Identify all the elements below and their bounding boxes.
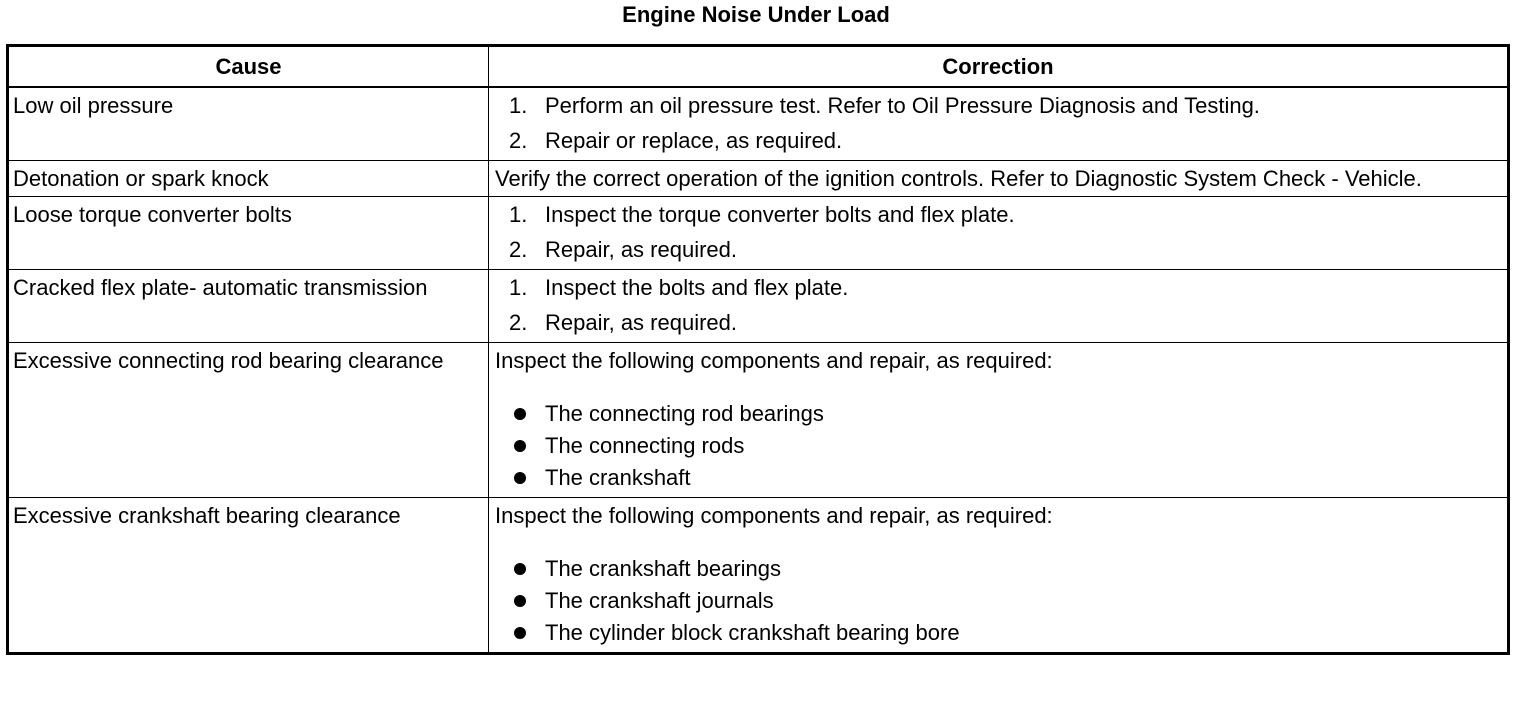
list-item — [495, 430, 1503, 462]
table-row — [8, 498, 1509, 654]
cause-cell: Loose torque converter bolts — [8, 197, 489, 270]
diagnosis-table — [6, 44, 1510, 655]
step-text: Repair or replace, as required. — [545, 128, 843, 153]
step-number: 1. — [509, 202, 528, 227]
correction-intro: Inspect the following components and repair, as required: — [495, 503, 1053, 528]
bullet-icon — [514, 408, 526, 420]
cause-column-header: Cause — [8, 46, 489, 88]
step-text: Inspect the bolts and flex plate. — [545, 275, 849, 300]
step-number: 2. — [509, 128, 528, 153]
correction-step — [495, 91, 1503, 120]
cause-cell: Cracked flex plate- automatic transmission — [8, 270, 489, 343]
list-item — [495, 398, 1503, 430]
document-title: Engine Noise Under Load — [622, 2, 890, 27]
bullet-icon — [514, 563, 526, 575]
table-header-row — [8, 46, 1509, 88]
step-text: Inspect the torque converter bolts and flex plate. — [545, 202, 1015, 227]
list-item-text: The crankshaft bearings — [545, 556, 782, 581]
step-text: Repair, as required. — [545, 310, 737, 335]
correction-steps — [495, 200, 1503, 266]
step-number: 1. — [509, 93, 528, 118]
correction-step — [495, 124, 1503, 157]
correction-step — [495, 306, 1503, 339]
cause-cell: Excessive crankshaft bearing clearance — [8, 498, 489, 654]
bullet-icon — [514, 472, 526, 484]
correction-cell — [489, 498, 1509, 654]
step-number: 1. — [509, 275, 528, 300]
correction-column-header: Correction — [489, 46, 1509, 88]
list-item-text: The connecting rod bearings — [545, 401, 824, 426]
component-list — [495, 553, 1503, 649]
correction-step — [495, 200, 1503, 229]
list-item-text: The crankshaft journals — [545, 588, 774, 613]
list-item — [495, 617, 1503, 649]
bullet-icon — [514, 440, 526, 452]
table-row — [8, 343, 1509, 498]
correction-cell — [489, 197, 1509, 270]
table-row — [8, 87, 1509, 161]
cause-cell: Low oil pressure — [8, 87, 489, 161]
list-item-text: The connecting rods — [545, 433, 745, 458]
table-row — [8, 270, 1509, 343]
list-item — [495, 585, 1503, 617]
list-item-text: The crankshaft — [545, 465, 691, 490]
cause-cell: Detonation or spark knock — [8, 161, 489, 197]
step-text: Repair, as required. — [545, 237, 737, 262]
list-item — [495, 553, 1503, 585]
correction-cell — [489, 270, 1509, 343]
table-row — [8, 161, 1509, 197]
table-row — [8, 197, 1509, 270]
correction-cell: Verify the correct operation of the ignition controls. Refer to Diagnostic System Check - Vehicle. — [489, 161, 1509, 197]
component-list — [495, 398, 1503, 494]
step-number: 2. — [509, 310, 528, 335]
bullet-icon — [514, 627, 526, 639]
list-item — [495, 462, 1503, 494]
correction-intro: Inspect the following components and repair, as required: — [495, 348, 1053, 373]
correction-cell — [489, 87, 1509, 161]
bullet-icon — [514, 595, 526, 607]
step-number: 2. — [509, 237, 528, 262]
correction-step — [495, 233, 1503, 266]
correction-step — [495, 273, 1503, 302]
correction-cell — [489, 343, 1509, 498]
correction-steps — [495, 91, 1503, 157]
correction-steps — [495, 273, 1503, 339]
step-text: Perform an oil pressure test. Refer to Oil Pressure Diagnosis and Testing. — [545, 93, 1260, 118]
list-item-text: The cylinder block crankshaft bearing bore — [545, 620, 960, 645]
cause-cell: Excessive connecting rod bearing clearance — [8, 343, 489, 498]
